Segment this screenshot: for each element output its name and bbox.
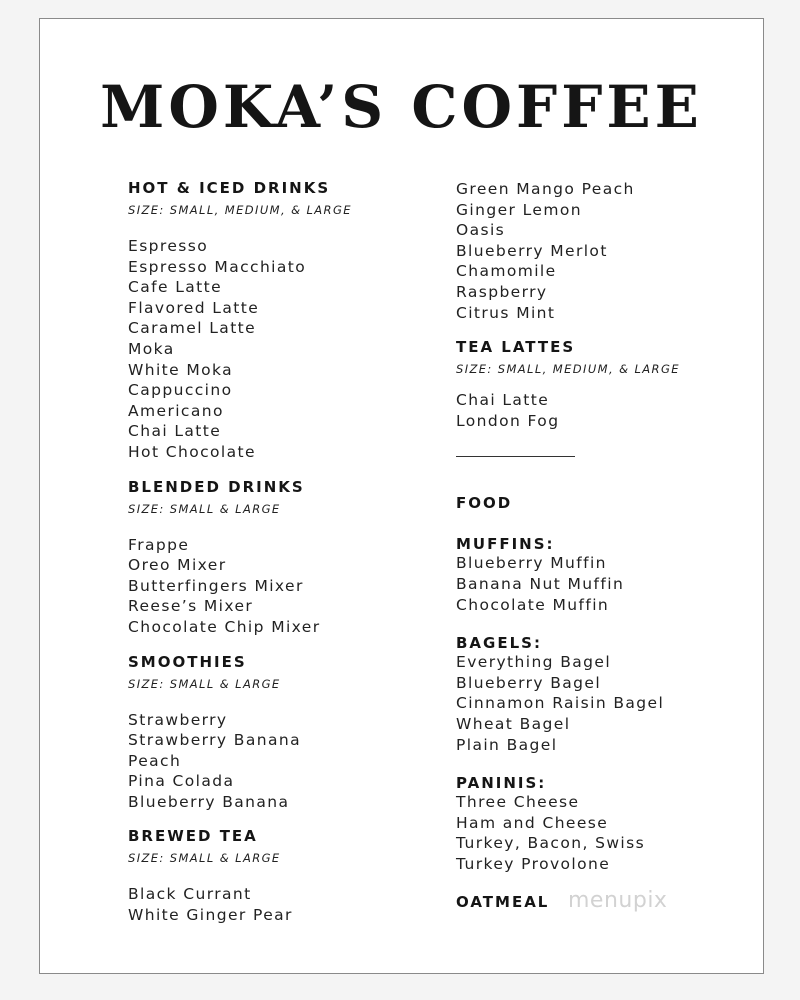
menu-item: Turkey, Bacon, Swiss xyxy=(456,834,646,853)
menu-item: London Fog xyxy=(456,411,560,430)
section-blended-drinks xyxy=(128,478,428,638)
menu-item: Blueberry Merlot xyxy=(456,241,608,260)
menu-item: Chai Latte xyxy=(128,422,222,441)
menu-item: Cappuccino xyxy=(128,381,233,400)
section-title: PANINIS: xyxy=(456,774,547,793)
section-title: BLENDED DRINKS xyxy=(128,477,305,496)
menu-item: White Ginger Pear xyxy=(128,906,293,925)
menu-item: Citrus Mint xyxy=(456,303,556,322)
item-list xyxy=(456,390,746,431)
menu-item: Black Currant xyxy=(128,885,252,904)
food-heading: FOOD xyxy=(456,494,513,513)
section-title: HOT & ICED DRINKS xyxy=(128,179,331,197)
menu-item: Chocolate Muffin xyxy=(456,595,610,614)
menu-item: Pina Colada xyxy=(128,772,235,791)
section-title: TEA LATTES xyxy=(456,338,576,357)
menu-item: Plain Bagel xyxy=(456,735,558,754)
item-list xyxy=(456,652,746,755)
menu-page xyxy=(39,18,764,974)
menu-item: Chamomile xyxy=(456,262,557,281)
size-note: SIZE: SMALL & LARGE xyxy=(128,501,281,516)
section-smoothies xyxy=(128,653,428,813)
menu-item: Flavored Latte xyxy=(128,298,260,317)
menu-item: Three Cheese xyxy=(456,793,580,812)
item-list xyxy=(456,792,746,874)
menu-item: Blueberry Banana xyxy=(128,792,290,811)
section-title: SMOOTHIES xyxy=(128,652,247,671)
menu-item: Strawberry Banana xyxy=(128,731,301,750)
menu-item: Butterfingers Mixer xyxy=(128,576,304,595)
menu-item: Blueberry Muffin xyxy=(456,554,607,573)
menu-item: Moka xyxy=(128,339,175,358)
item-list xyxy=(128,535,428,638)
menu-item: Espresso Macchiato xyxy=(128,257,307,276)
size-note: SIZE: SMALL & LARGE xyxy=(128,851,281,866)
section-muffins xyxy=(456,535,746,615)
menu-item: Frappe xyxy=(128,535,190,554)
brewed-tea-continued-list xyxy=(456,179,746,323)
right-column xyxy=(456,179,746,914)
section-paninis xyxy=(456,774,746,874)
menu-item: Americano xyxy=(128,401,224,420)
menu-item: Chai Latte xyxy=(456,391,550,410)
section-brewed-tea xyxy=(128,827,428,925)
section-title: MUFFINS: xyxy=(456,535,555,554)
section-oatmeal xyxy=(456,888,746,914)
section-bagels xyxy=(456,634,746,755)
menu-item: Raspberry xyxy=(456,282,548,301)
section-hot-iced-drinks xyxy=(128,179,428,463)
menu-item: White Moka xyxy=(128,360,234,379)
item-list xyxy=(456,553,746,615)
menu-item: Chocolate Chip Mixer xyxy=(128,617,321,636)
item-list xyxy=(128,236,428,463)
item-list xyxy=(128,884,428,925)
size-note: SIZE: SMALL, MEDIUM, & LARGE xyxy=(456,362,680,377)
menu-item: Wheat Bagel xyxy=(456,714,571,733)
size-note: SIZE: SMALL, MEDIUM, & LARGE xyxy=(128,203,352,217)
page-title: MOKA’S COFFEE xyxy=(100,73,703,141)
menu-item: Caramel Latte xyxy=(128,319,257,338)
menu-item: Ham and Cheese xyxy=(456,813,609,832)
menu-item: Turkey Provolone xyxy=(456,854,611,873)
section-title: BREWED TEA xyxy=(128,827,258,846)
section-tea-lattes xyxy=(456,338,746,431)
menu-item: Espresso xyxy=(128,237,209,255)
menu-item: Hot Chocolate xyxy=(128,442,256,461)
section-divider xyxy=(456,456,575,457)
menu-item: Oreo Mixer xyxy=(128,556,227,575)
left-column xyxy=(128,179,428,926)
menu-item: Everything Bagel xyxy=(456,653,612,672)
size-note: SIZE: SMALL & LARGE xyxy=(128,676,281,691)
menu-item: Cinnamon Raisin Bagel xyxy=(456,694,665,713)
watermark: menupix xyxy=(568,888,668,914)
item-list xyxy=(128,710,428,813)
menu-item: Green Mango Peach xyxy=(456,180,635,198)
menu-item: Ginger Lemon xyxy=(456,200,582,219)
menu-item: Blueberry Bagel xyxy=(456,673,602,692)
menu-item: Oasis xyxy=(456,221,506,240)
menu-item: Cafe Latte xyxy=(128,278,223,297)
section-title: OATMEAL xyxy=(456,893,550,912)
menu-item: Peach xyxy=(128,751,182,770)
menu-item: Banana Nut Muffin xyxy=(456,574,625,593)
section-title: BAGELS: xyxy=(456,634,542,653)
menu-item: Strawberry xyxy=(128,710,228,729)
menu-item: Reese’s Mixer xyxy=(128,597,254,616)
